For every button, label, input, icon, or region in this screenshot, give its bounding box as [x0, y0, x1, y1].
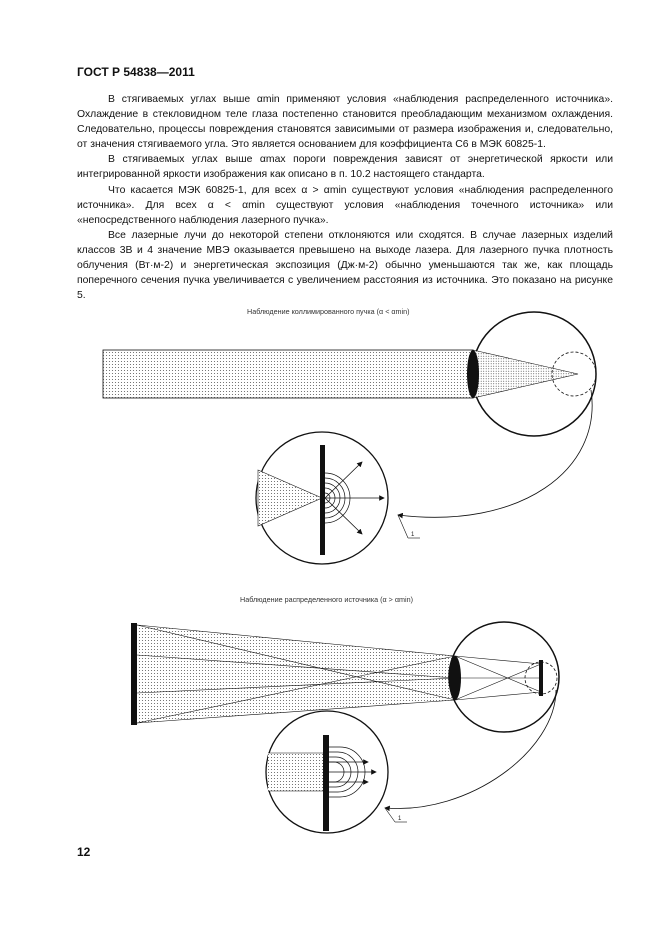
retina-image-2: [539, 660, 543, 696]
magnify-connector: [398, 390, 592, 517]
focused-cone: [473, 350, 578, 398]
beam-envelope: [137, 625, 455, 723]
figure1-title: Наблюдение коллимированного пучка (α < αmin): [247, 307, 410, 316]
retina-layer-2: [323, 735, 329, 831]
callout-1-fig1: 1: [411, 532, 415, 538]
collimated-beam: [103, 350, 473, 398]
paragraph-3: Что касается МЭК 60825-1, для всех α > αmin существуют условия «наблюдения распределенного источника». Для всех α < αmin существуют условия «наблюдения точечного источника» или «непосредственного наблюдения лазерного пучка».: [77, 184, 613, 226]
eye-lens-2: [449, 656, 461, 700]
extended-source: [131, 623, 137, 725]
beam-cone-detail: [258, 470, 322, 526]
figure2-title: Наблюдение распределенного источника (α > αmin): [240, 595, 413, 604]
page-number: 12: [77, 845, 91, 859]
magnify-connector-2: [385, 690, 556, 809]
figure2-extended-source: [131, 622, 559, 833]
beam-band-detail: [268, 753, 325, 791]
retina-layer: [320, 445, 325, 555]
paragraph-4: Все лазерные лучи до некоторой степени отклоняются или сходятся. В случае лазерных изделий классов 3В и 4 значение МВЭ оказывается превышено на выходе лазера. Для лазерного пучка плотность облучения (Вт·м-2) и энергетическая экспозиция (Дж·м-2) обычно уменьшаются так же, как площадь поперечного сечения пучка увеличивается с увеличением расстояния из источника. Это показано на рисунке 5.: [77, 229, 613, 302]
document-header: ГОСТ Р 54838—2011: [77, 65, 195, 79]
figure1-collimated-beam: [103, 312, 596, 564]
paragraph-2: В стягиваемых углах выше αmax пороги повреждения зависят от энергетической яркости или интегрированной яркости изображения как описано в п. 10.2 настоящего стандарта.: [77, 154, 613, 181]
callout-1-fig2: 1: [398, 816, 402, 822]
paragraph-1: В стягиваемых углах выше αmin применяют условия «наблюдения распределенного источника». Охлаждение в стекловидном теле глаза постепенно становится преобладающим механизмом охлаждения. Следовательно, процессы повреждения становятся зависимыми от размера изображения и, следовательно, от значения стягиваемого угла. Это является основанием для коэффициента C6 в МЭК 60825-1.: [77, 94, 613, 151]
eye-lens: [467, 350, 479, 398]
